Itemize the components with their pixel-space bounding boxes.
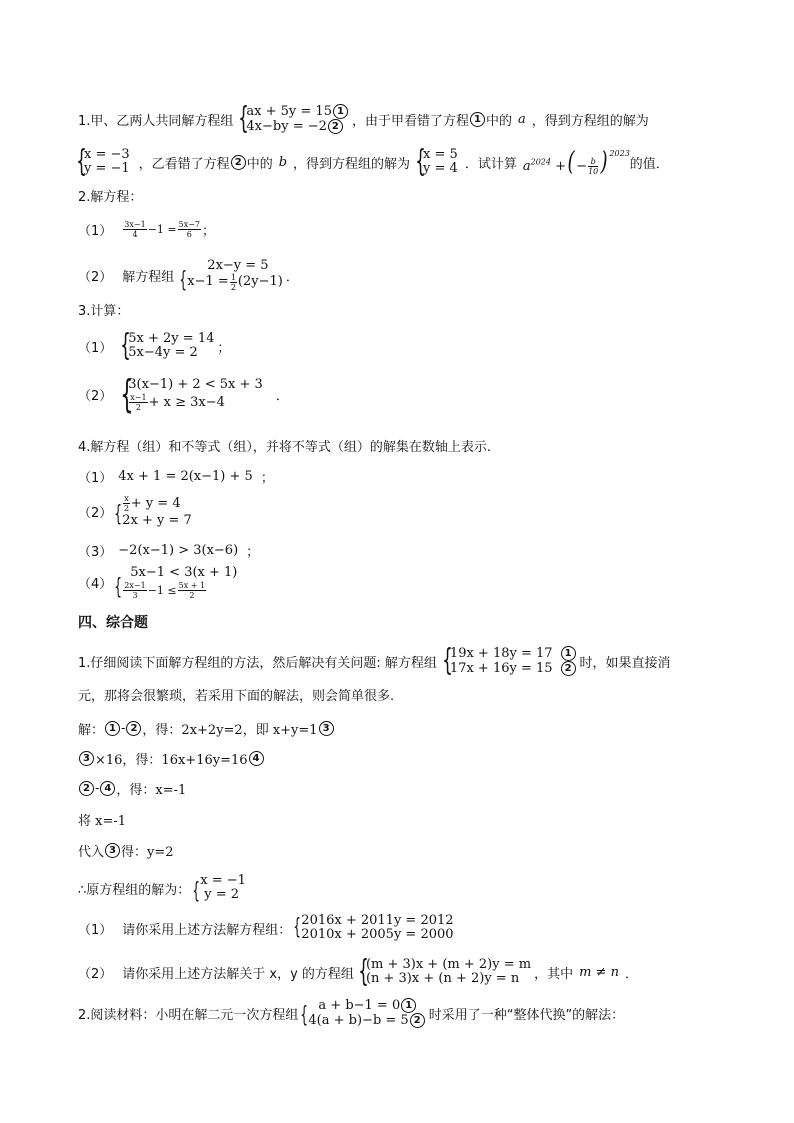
power-expression: $a^{2024}$ +( − $\frac{b}{10}$ ) $^{2023}$ [522, 146, 630, 177]
solution-1: { x = −3 y = −1 [76, 144, 130, 179]
comp-1-step4: 将 x=-1 [78, 814, 127, 829]
problem-3-q1: （1） { 5x + 2y = 14 5x−4y = 2 ； [78, 328, 231, 363]
problem-4-q2: （2） { $\frac{x}{2}$ + y = 4 2x + y = 7 [78, 494, 192, 528]
problem-1-line2: { x = −3 y = −1 ，乙看错了方程 2 中的 b ，得到方程组的解为 { x = 5 y = 4 ．试计算 $a^{2024}$ +( − $\frac{b}{10}$ ) $^{2023}$ 的值． [78, 147, 716, 177]
system-1: { ax + 5y = 15 1 4x−by = −2 2 [236, 104, 349, 134]
comp-1-step5: 代入 3 得：y=2 [78, 845, 174, 860]
solution-2: { x = 5 y = 4 [415, 144, 458, 179]
comp-1-line1: 1.仔细阅读下面解方程组的方法，然后解决有关问题: 解方程组 { 19x + 18y = 17 1 17x + 16y = 15 2 时，如果直接消 [78, 643, 671, 678]
problem-2-title: 2.解方程： [78, 190, 143, 205]
comp-2-line1: 2.阅读材料：小明在解二元一次方程组 { a + b−1 = 0 1 4(a + b)−b = 5 2 时采用了一种“整体代换”的解法： [78, 998, 625, 1028]
comp-1-q1: （1） 请你采用上述方法解方程组： { 2016x + 2011y = 2012 2010x + 2005y = 2000 [78, 913, 454, 942]
problem-4-title: 4.解方程（组）和不等式（组），并将不等式（组）的解集在数轴上表示. [78, 440, 492, 455]
comp-1-step2: 3 ×16，得：16x+16y=16 4 [78, 749, 716, 768]
problem-4-q4: （4） { 5x−1 < 3(x + 1) $\frac{2x-1}{3}$ −1 ≤ $\frac{5x + 1}{2}$ [78, 565, 238, 600]
problem-1-line1: 1.甲、乙两人共同解方程组 { ax + 5y = 15 1 4x−by = −2 2 ，由于甲看错了方程 1 中的 a ，得到方程组的解为 [78, 101, 649, 136]
problem-2-q2: （2） 解方程组 { 2x−y = 5 x−1 = $\frac{1}{2}$ (2y−1) ． [78, 257, 299, 293]
problem-3-q2: （2） { 3(x−1) + 2 < 5x + 3 $\frac{x-1}{2}$ + x ≥ 3x−4 ． [78, 372, 289, 416]
comp-1-step1: 解： 1 - 2 ，得：2x+2y=2，即 x+y=1 3 [78, 719, 716, 738]
problem-4-q1: （1） 4x + 1 = 2(x−1) + 5 ； [78, 469, 274, 486]
comp-1-q2: （2） 请你采用上述方法解关于 x，y 的方程组 { (m + 3)x + (m + 2)y = m (n + 3)x + (n + 2)y = n ，其中 m ≠ n ． [78, 954, 638, 989]
problem-3-title: 3.计算： [78, 304, 130, 319]
comp-1-step3: 2 - 4 ，得：x=-1 [78, 779, 716, 798]
comp-1-solution: ∴原方程组的解为： { x = −1 y = 2 [78, 873, 246, 904]
section-heading: 四、综合题 [78, 615, 148, 631]
problem-2-q1: （1） $\frac{3x-1}{4}$ −1 = $\frac{5x-7}{6}$ ； [78, 220, 216, 239]
problem-4-q3: （3） −2(x−1) > 3(x−6) ； [78, 543, 260, 560]
comp-1-line2: 元，那将会很繁琐，若采用下面的解法，则会简单很多. [78, 689, 395, 704]
